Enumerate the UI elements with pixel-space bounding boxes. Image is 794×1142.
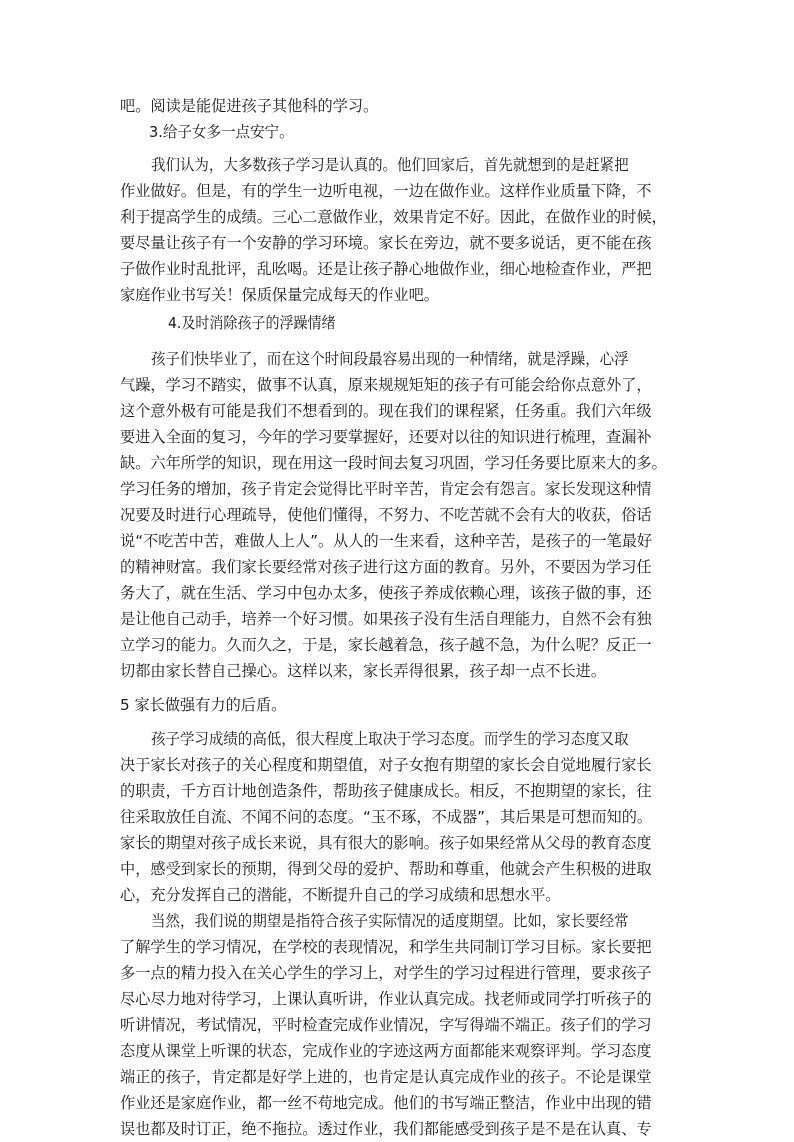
text-line: 的职责，千方百计地创造条件，帮助孩子健康成长。相反，不抱期望的家长，往: [120, 782, 652, 800]
text-line: 我们认为，大多数孩子学习是认真的。他们回家后，首先就想到的是赶紧把: [151, 156, 629, 174]
text-line: 切都由家长替自己操心。这样以来，家长弄得很累，孩子却一点不长进。: [120, 662, 606, 680]
text-line: 作业还是家庭作业，都一丝不苟地完成。他们的书写端正整洁，作业中出现的错: [120, 1094, 652, 1112]
text-line: 况要及时进行心理疏导，使他们懂得，不努力、不吃苦就不会有大的收获，俗话: [120, 506, 652, 524]
text-line: 作业做好。但是，有的学生一边听电视，一边在做作业。这样作业质量下降，不: [120, 182, 652, 200]
section-heading: 3.给子女多一点安宁。: [149, 123, 294, 141]
text-line: 心，充分发挥自己的潜能，不断提升自己的学习成绩和思想水平。: [120, 886, 561, 904]
text-line: 的精神财富。我们家长要经常对孩子进行这方面的教育。另外，不要因为学习任: [120, 558, 652, 576]
text-line: 当然，我们说的期望是指符合孩子实际情况的适度期望。比如，家长要经常: [151, 912, 629, 930]
text-line: 务大了，就在生活、学习中包办太多，使孩子养成依赖心理，该孩子做的事，还: [120, 584, 652, 602]
text-line: 缺。六年所学的知识，现在用这一段时间去复习巩固，学习任务要比原来大的多。: [120, 454, 667, 472]
text-line: 立学习的能力。久而久之，于是，家长越着急，孩子越不急，为什么呢？反正一: [120, 636, 652, 654]
text-line: 了解学生的学习情况，在学校的表现情况，和学生共同制订学习目标。家长要把: [120, 938, 652, 956]
text-line: 说“不吃苦中苦，难做人上人”。从人的一生来看，这种辛苦，是孩子的一笔最好: [120, 532, 653, 550]
text-line: 听讲情况，考试情况，平时检查完成作业情况，字写得端不端正。孩子们的学习: [120, 1016, 652, 1034]
text-line: 多一点的精力投入在关心学生的学习上，对学生的学习过程进行管理，要求孩子: [120, 964, 652, 982]
text-line: 气躁，学习不踏实，做事不认真，原来规规矩矩的孩子有可能会给你点意外了，: [120, 376, 652, 394]
text-line: 学习任务的增加，孩子肯定会觉得比平时辛苦，肯定会有怨言。家长发现这种情: [120, 480, 652, 498]
text-line: 尽心尽力地对待学习，上课认真听讲，作业认真完成。找老师或同学打听孩子的: [120, 990, 652, 1008]
text-line: 利于提高学生的成绩。三心二意做作业，效果肯定不好。因此，在做作业的时候，: [120, 208, 667, 226]
text-line: 往采取放任自流、不闻不问的态度。“玉不琢，不成器”，其后果是可想而知的。: [120, 808, 653, 826]
text-line: 家长的期望对孩子成长来说，具有很大的影响。孩子如果经常从父母的教育态度: [120, 834, 652, 852]
text-line: 端正的孩子，肯定都是好学上进的，也肯定是认真完成作业的孩子。不论是课堂: [120, 1068, 652, 1086]
text-line: 孩子们快毕业了，而在这个时间段最容易出现的一种情绪，就是浮躁，心浮: [151, 350, 629, 368]
text-line: 家庭作业书写关！保质保量完成每天的作业吧。: [120, 286, 439, 304]
text-line: 这个意外极有可能是我们不想看到的。现在我们的课程紧，任务重。我们六年级: [120, 402, 652, 420]
section-heading: 4.及时消除孩子的浮躁情绪: [168, 314, 336, 332]
text-line: 要尽量让孩子有一个安静的学习环境。家长在旁边，就不要多说话，更不能在孩: [120, 234, 652, 252]
text-line: 态度从课堂上听课的状态，完成作业的字迹这两方面都能来观察评判。学习态度: [120, 1042, 652, 1060]
text-line: 要进入全面的复习，今年的学习要掌握好，还要对以往的知识进行梳理，查漏补: [120, 428, 652, 446]
text-line: 误也都及时订正，绝不拖拉。透过作业，我们都能感受到孩子是不是在认真、专: [120, 1120, 652, 1138]
text-line: 孩子学习成绩的高低，很大程度上取决于学习态度。而学生的学习态度又取: [151, 730, 629, 748]
text-line: 中，感受到家长的预期，得到父母的爱护、帮助和尊重，他就会产生积极的进取: [120, 860, 652, 878]
text-line: 决于家长对孩子的关心程度和期望值，对子女抱有期望的家长会自觉地履行家长: [120, 756, 652, 774]
text-line: 吧。阅读是能促进孩子其他科的学习。: [120, 97, 379, 115]
section-heading: 5 家长做强有力的后盾。: [120, 696, 287, 714]
text-line: 是让他自己动手，培养一个好习惯。如果孩子没有生活自理能力，自然不会有独: [120, 610, 652, 628]
text-line: 子做作业时乱批评，乱吆喝。还是让孩子静心地做作业，细心地检查作业，严把: [120, 260, 652, 278]
